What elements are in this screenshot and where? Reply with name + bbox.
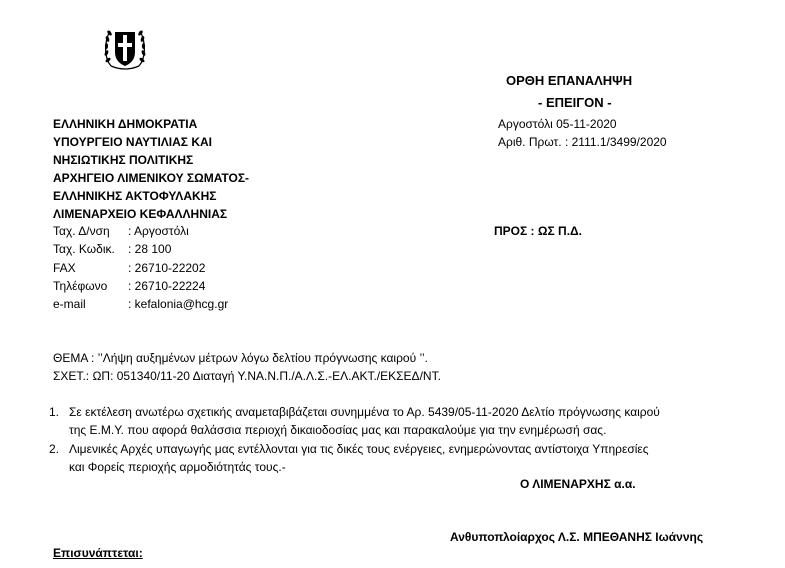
sender-line: ΥΠΟΥΡΓΕΙΟ ΝΑΥΤΙΛΙΑΣ ΚΑΙ bbox=[53, 135, 213, 149]
contact-label-fax: FAX bbox=[53, 261, 76, 275]
contact-value-phone: : 26710-22224 bbox=[128, 279, 206, 293]
signatory-name: Ανθυποπλοίαρχος Λ.Σ. ΜΠΕΘΑΝΗΣ Ιωάννης bbox=[450, 530, 704, 544]
sender-line: ΝΗΣΙΩΤΙΚΗΣ ΠΟΛΙΤΙΚΗΣ bbox=[53, 153, 194, 167]
signoff-title: Ο ΛΙΜΕΝΑΡΧΗΣ α.α. bbox=[520, 477, 636, 491]
item-text: της Ε.Μ.Υ. που αφορά θαλάσσια περιοχή δικαιοδοσίας μας και παρακαλούμε για την ενημέρωσή σας. bbox=[69, 423, 607, 437]
contact-label-phone: Τηλέφωνο bbox=[53, 279, 108, 293]
contact-label-address: Ταχ. Δ/νση bbox=[53, 224, 110, 238]
sender-line: ΑΡΧΗΓΕΙΟ ΛΙΜΕΝΙΚΟΥ ΣΩΜΑΤΟΣ- bbox=[53, 171, 250, 185]
subject-line: ΘΕΜΑ : ’’Λήψη αυξημένων μέτρων λόγω δελτίου πρόγνωσης καιρού ’’. bbox=[53, 351, 428, 365]
item-number: 2. bbox=[49, 442, 60, 456]
item-text: Σε εκτέλεση ανωτέρω σχετικής αναμεταβιβάζεται συνημμένα το Αρ. 5439/05-11-2020 Δελτίο πρόγνωσης καιρού bbox=[69, 405, 660, 419]
document-title: ΟΡΘΗ ΕΠΑΝΑΛΗΨΗ bbox=[506, 73, 633, 88]
place-date: Αργοστόλι 05-11-2020 bbox=[498, 117, 617, 131]
sender-line: ΕΛΛΗΝΙΚΗ ΔΗΜΟΚΡΑΤΙΑ bbox=[53, 117, 198, 131]
contact-value-email: : kefalonia@hcg.gr bbox=[128, 297, 229, 311]
attachments-label: Επισυνάπτεται: bbox=[53, 546, 143, 560]
recipient: ΠΡΟΣ : ΩΣ Π.Δ. bbox=[494, 224, 582, 238]
sender-line: ΛΙΜΕΝΑΡΧΕΙΟ ΚΕΦΑΛΛΗΝΙΑΣ bbox=[53, 207, 228, 221]
item-text: και Φορείς περιοχής αρμοδιότητάς τους.- bbox=[69, 460, 286, 474]
reference-line: ΣΧΕΤ.: ΩΠ: 051340/11-20 Διαταγή Υ.ΝΑ.Ν.Π./Α.Λ.Σ.-ΕΛ.ΑΚΤ./ΕΚΣΕΔ/ΝΤ. bbox=[53, 369, 441, 383]
protocol-number: Αριθ. Πρωτ. : 2111.1/3499/2020 bbox=[498, 135, 667, 149]
contact-value-postcode: : 28 100 bbox=[128, 242, 172, 256]
greek-emblem-icon bbox=[102, 22, 148, 74]
contact-value-address: : Αργοστόλι bbox=[128, 224, 189, 238]
contact-label-postcode: Ταχ. Κωδικ. bbox=[53, 242, 115, 256]
item-number: 1. bbox=[49, 405, 60, 419]
item-text: Λιμενικές Αρχές υπαγωγής μας εντέλλονται για τις δικές τους ενέργειες, ενημερώνοντας αντίστοιχα Υπηρεσίες bbox=[69, 442, 649, 456]
urgent-label: - ΕΠΕΙΓΟΝ - bbox=[538, 95, 612, 110]
sender-line: ΕΛΛΗΝΙΚΗΣ ΑΚΤΟΦΥΛΑΚΗΣ bbox=[53, 189, 217, 203]
contact-label-email: e-mail bbox=[53, 297, 86, 311]
contact-value-fax: : 26710-22202 bbox=[128, 261, 206, 275]
